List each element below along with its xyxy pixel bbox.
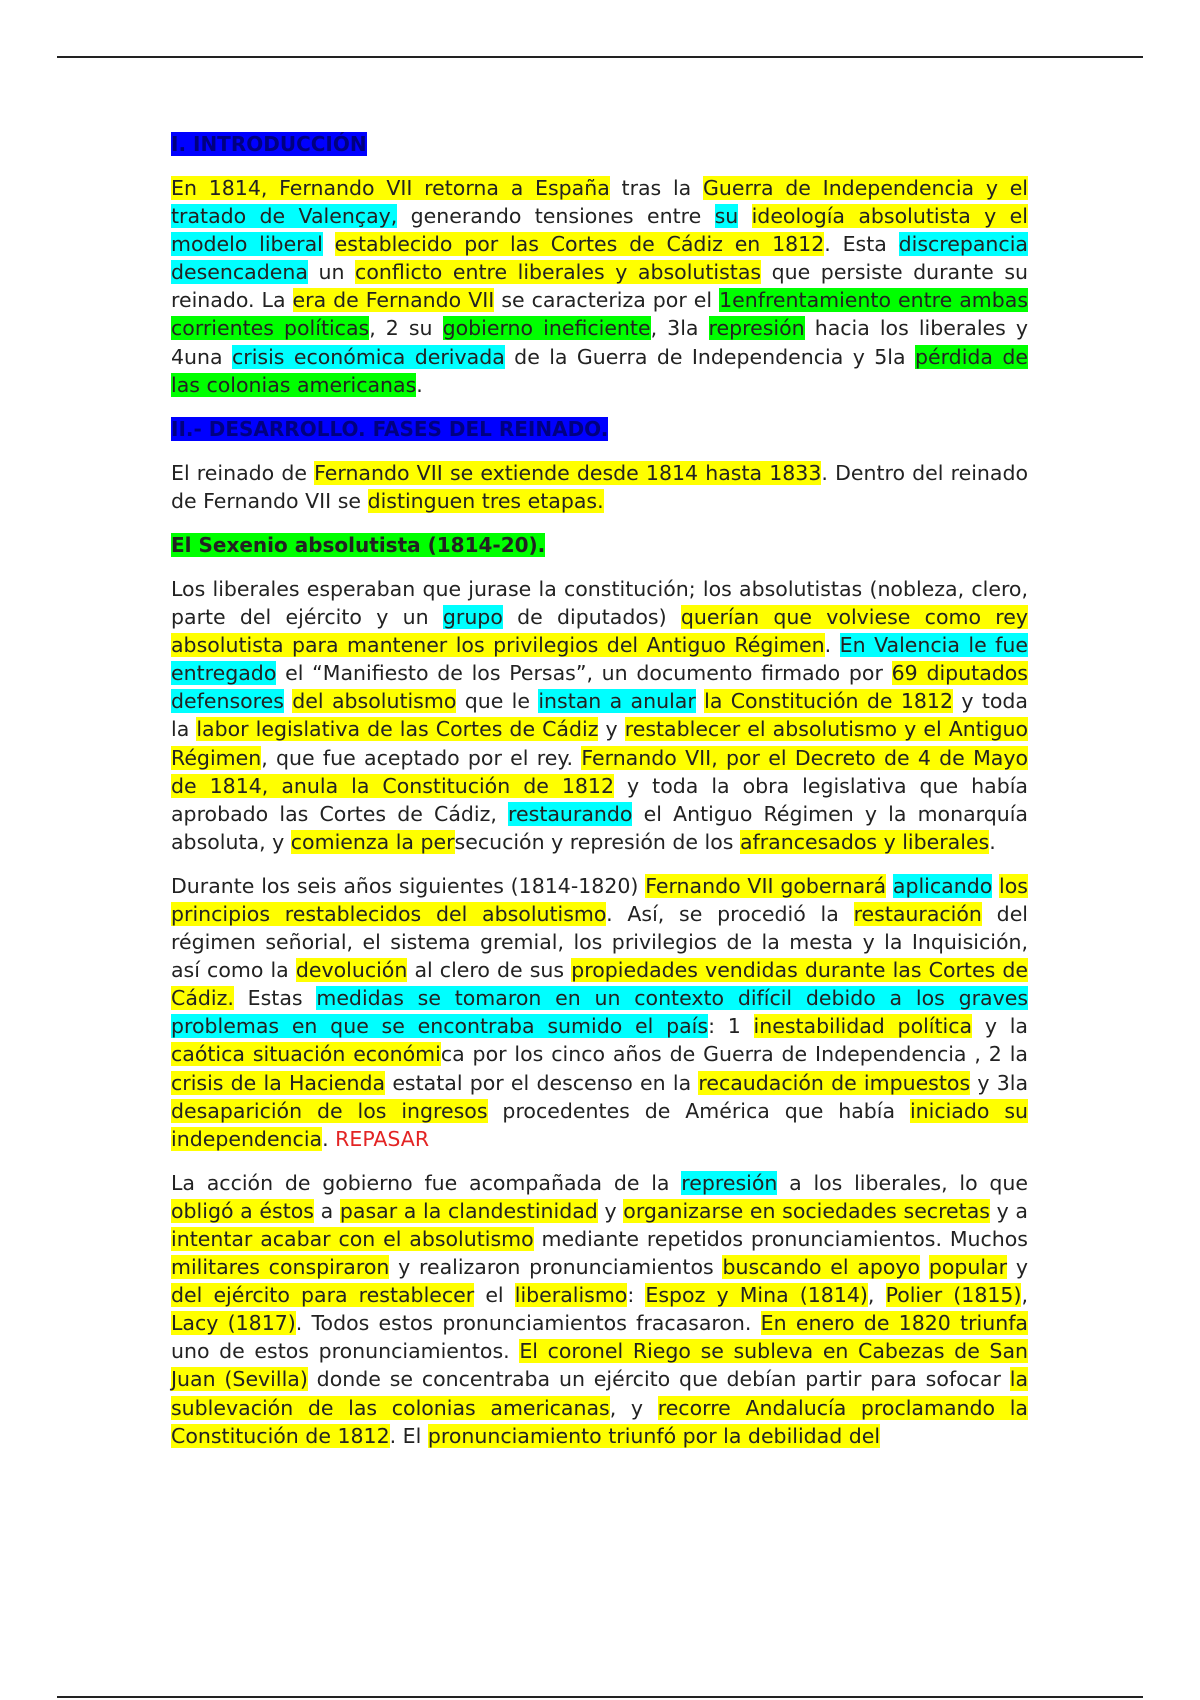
text-run: , 3la (650, 316, 709, 341)
footer-rule (57, 1696, 1143, 1698)
text-run: y (598, 717, 625, 742)
highlighted-text: restablecer el absolutismo y el Antiguo Régimen (171, 717, 1028, 770)
paragraph (171, 174, 1028, 399)
highlighted-text: buscando el apoyo (722, 1255, 921, 1280)
highlighted-text: pronunciamiento triunfó por la debilidad del (427, 1423, 881, 1448)
text-run: que persiste durante su reinado. La (171, 260, 1028, 313)
highlighted-text: comienza la per (290, 829, 455, 854)
highlighted-text: ideología absolutista y el (751, 204, 1028, 229)
text-run: uno de estos pronunciamientos. (171, 1339, 520, 1364)
highlighted-text: popular (928, 1255, 1008, 1280)
highlighted-text: crisis de la Hacienda (171, 1070, 386, 1095)
highlighted-text: discrepancia desencadena (171, 232, 1028, 285)
text-run (323, 232, 335, 256)
highlighted-text: restaurando (508, 801, 633, 826)
text-run: La acción de gobierno fue acompañada de la (171, 1170, 682, 1195)
text-run: el “Manifiesto de los Persas”, un documento firmado por (276, 661, 892, 686)
highlighted-text: 69 diputados (891, 661, 1028, 686)
text-run: secución y represión de los (454, 829, 740, 854)
highlighted-text: II.- DESARROLLO. FASES DEL REINADO. (171, 416, 609, 441)
text-run: hacia los liberales y 4una (171, 316, 1028, 369)
text-run: . (989, 829, 996, 854)
paragraph (171, 575, 1028, 856)
document-body (171, 130, 1028, 1466)
section-heading (171, 415, 1028, 443)
highlighted-text: era de Fernando VII (292, 288, 495, 313)
highlighted-text: represión (681, 1170, 778, 1195)
text-run: el Antiguo Régimen y la monarquía absoluta, y (171, 801, 1028, 854)
highlighted-text: recaudación de impuestos (698, 1070, 971, 1095)
text-run: al clero de sus (407, 958, 572, 983)
highlighted-text: El Sexenio absolutista (1814-20). (171, 532, 546, 557)
text-run: ca por los cinco años de Guerra de Independencia , 2 la (440, 1042, 1028, 1067)
highlighted-text: 1enfrentamiento entre ambas corrientes políticas (171, 288, 1029, 341)
paragraph (171, 872, 1028, 1153)
highlighted-text: del ejército para restablecer (171, 1283, 475, 1308)
text-run: y realizaron pronunciamientos (389, 1255, 723, 1280)
text-run: , (1021, 1283, 1028, 1308)
highlighted-text: organizarse en sociedades secretas (623, 1198, 990, 1223)
text-run: a (313, 1198, 340, 1223)
text-run: y (597, 1198, 624, 1223)
text-run: a los liberales, lo que (777, 1170, 1028, 1195)
highlighted-text: Guerra de Independencia y el (702, 176, 1028, 200)
highlighted-text: la Constitución de 1812 (704, 689, 953, 714)
highlighted-text: querían que volviese como rey absolutista para mantener los privilegios del Antiguo Régimen (171, 605, 1028, 658)
text-run: del régimen señorial, el sistema gremial, los privilegios de la mesta y la Inquisición, así como la (171, 901, 1029, 983)
highlighted-text: Fernando VII se extiende desde 1814 hasta 1833 (314, 460, 822, 485)
text-run: y 3la (970, 1070, 1029, 1095)
highlighted-text: recorre Andalucía proclamando la Constitución de 1812 (171, 1395, 1028, 1448)
highlighted-text: caótica situación económi (171, 1042, 441, 1067)
text-run: de diputados) (502, 605, 681, 630)
highlighted-text: iniciado su independencia (171, 1098, 1028, 1151)
highlighted-text: militares conspiraron (171, 1255, 390, 1280)
highlighted-text: En 1814, Fernando VII retorna a España (171, 176, 610, 200)
text-run: El reinado de (171, 460, 315, 485)
text-run: y toda la (171, 689, 1028, 742)
highlighted-text: gobierno ineficiente (442, 316, 651, 341)
highlighted-text: Polier (1815) (885, 1283, 1022, 1308)
highlighted-text: desaparición de los ingresos (171, 1098, 488, 1123)
highlighted-text: En Valencia le fue entregado (171, 633, 1028, 686)
highlighted-text: la sublevación de las colonias americanas (171, 1367, 1029, 1420)
text-run: y la (972, 1014, 1028, 1039)
text-run: . (416, 372, 423, 397)
text-run: : 1 (708, 1014, 754, 1039)
text-run: y a (989, 1198, 1028, 1223)
highlighted-text: inestabilidad política (753, 1014, 973, 1039)
highlighted-text: propiedades vendidas durante las Cortes de Cádiz. (171, 958, 1028, 1011)
text-run: Durante los seis años siguientes (1814-1820) (171, 873, 646, 898)
highlighted-text: conflicto entre liberales y absolutistas (355, 260, 762, 285)
highlighted-text: del absolutismo (292, 689, 457, 714)
text-run: . Dentro del reinado de Fernando VII se (171, 460, 1029, 513)
highlighted-text: restauración (853, 901, 982, 926)
highlighted-text: pérdida de las colonias americanas (171, 344, 1028, 397)
highlighted-text: Lacy (1817) (171, 1311, 296, 1336)
text-run: , que fue aceptado por el rey. (261, 745, 582, 770)
highlighted-text: Espoz y Mina (1814) (645, 1283, 868, 1308)
highlighted-text: Fernando VII, por el Decreto de 4 de Mayo de 1814, anula la Constitución de 1812 (171, 745, 1028, 798)
text-run: generando tensiones entre (397, 204, 715, 229)
text-run: y toda la obra legislativa que había aprobado las Cortes de Cádiz, (171, 773, 1028, 826)
text-run: , (867, 1283, 886, 1308)
highlighted-text: distinguen tres etapas. (367, 488, 604, 513)
text-run (696, 689, 704, 713)
text-run: Estas (233, 986, 317, 1011)
highlighted-text: crisis económica derivada (232, 344, 505, 369)
highlighted-text: defensores (171, 689, 284, 714)
highlighted-text: su (714, 204, 739, 229)
highlighted-text: devolución (295, 958, 408, 983)
text-run: estatal por el descenso en la (385, 1070, 699, 1095)
highlighted-text: liberalismo (514, 1283, 628, 1308)
highlighted-text: labor legislativa de las Cortes de Cádiz (196, 717, 599, 742)
text-run: se caracteriza por el (494, 288, 720, 313)
highlighted-text: grupo (442, 605, 503, 630)
text-run: . Todos estos pronunciamientos fracasaron. (295, 1311, 761, 1336)
note-text: REPASAR (335, 1126, 430, 1151)
text-run: un (307, 260, 356, 285)
highlighted-text: afrancesados y liberales (739, 829, 990, 854)
highlighted-text: Fernando VII gobernará (645, 873, 887, 898)
highlighted-text: intentar acabar con el absolutismo (171, 1227, 534, 1251)
highlighted-text: obligó a éstos (171, 1198, 314, 1223)
text-run: . Así, se procedió la (606, 901, 854, 926)
text-run: . El (389, 1423, 428, 1448)
text-run: de la Guerra de Independencia y 5la (504, 344, 915, 369)
text-run: procedentes de América que había (487, 1098, 910, 1123)
text-run: donde se concentraba un ejército que debían partir para sofocar (307, 1367, 1010, 1392)
text-run: . Esta (824, 232, 899, 257)
text-run (738, 204, 751, 228)
highlighted-text: I. INTRODUCCIÓN (171, 132, 367, 156)
highlighted-text: En enero de 1820 triunfa (760, 1311, 1028, 1336)
text-run: que le (456, 689, 539, 714)
text-run: , y (609, 1395, 658, 1420)
text-run (920, 1255, 929, 1279)
text-run: , 2 su (369, 316, 443, 341)
paragraph (171, 459, 1028, 515)
paragraph (171, 1169, 1028, 1450)
highlighted-text: los principios restablecidos del absolutismo (171, 873, 1028, 926)
highlighted-text: aplicando (892, 873, 993, 898)
highlighted-text: medidas se tomaron en un contexto difícil debido a los graves problemas en que se encontraba sumido el país (171, 986, 1028, 1039)
text-run: : (627, 1283, 646, 1308)
highlighted-text: represión (708, 316, 805, 341)
highlighted-text: establecido por las Cortes de Cádiz en 1812 (334, 232, 825, 257)
text-run (886, 874, 893, 898)
text-run: Los liberales esperaban que jurase la constitución; los absolutistas (nobleza, clero, parte del ejército y un (171, 576, 1028, 630)
text-run: el (474, 1283, 515, 1308)
highlighted-text: instan a anular (538, 689, 696, 714)
highlighted-text: pasar a la clandestinidad (339, 1198, 598, 1223)
section-heading (171, 531, 1028, 559)
section-heading (171, 130, 1028, 158)
text-run: . (824, 633, 840, 658)
highlighted-text: tratado de Valençay, (171, 204, 398, 229)
header-rule (57, 56, 1143, 58)
highlighted-text: El coronel Riego se subleva en Cabezas de San Juan (Sevilla) (171, 1339, 1028, 1392)
text-run: mediante repetidos pronunciamientos. Muchos (533, 1227, 1028, 1251)
text-run: tras la (609, 176, 703, 200)
highlighted-text: modelo liberal (171, 232, 323, 257)
text-run: . (322, 1126, 336, 1151)
text-run: y (1007, 1255, 1028, 1280)
